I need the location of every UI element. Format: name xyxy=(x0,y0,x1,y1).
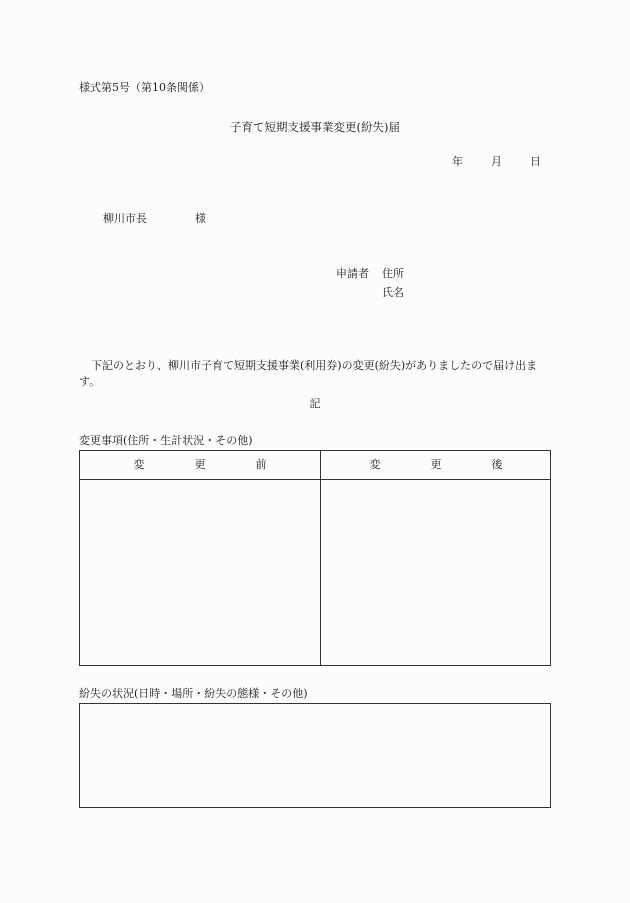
header-char: 変 xyxy=(133,458,145,471)
body-text: 下記のとおり、柳川市子育て短期支援事業(利用券)の変更(紛失)がありましたので届け出ます。 xyxy=(79,359,538,388)
after-cell[interactable] xyxy=(321,480,550,665)
addressee xyxy=(103,212,206,226)
before-cell[interactable] xyxy=(80,480,320,665)
date-line xyxy=(452,155,541,169)
header-char: 更 xyxy=(194,458,206,471)
header-char: 変 xyxy=(369,458,381,471)
date-month-label: 月 xyxy=(491,155,502,168)
form-number: 様式第5号（第10条関係） xyxy=(79,81,210,94)
changes-table xyxy=(79,450,551,666)
header-char: 後 xyxy=(491,458,503,471)
loss-details-box[interactable] xyxy=(79,703,551,808)
date-day-label: 日 xyxy=(530,155,541,168)
column-header-after xyxy=(321,451,551,479)
changes-heading: 変更事項(住所・生計状況・その他) xyxy=(79,434,253,447)
header-char: 更 xyxy=(430,458,442,471)
applicant-label: 申請者 xyxy=(336,267,369,280)
document-title: 子育て短期支援事業変更(紛失)届 xyxy=(230,120,400,134)
applicant-address-label: 住所 xyxy=(382,267,404,280)
header-char: 前 xyxy=(255,458,267,471)
addressee-honorific: 様 xyxy=(195,212,206,225)
loss-heading: 紛失の状況(日時・場所・紛失の態様・その他) xyxy=(79,687,308,700)
addressee-name: 柳川市長 xyxy=(103,212,147,225)
applicant-name-label: 氏名 xyxy=(382,286,404,299)
ki-label: 記 xyxy=(309,397,321,410)
column-header-before xyxy=(80,451,320,479)
date-year-label: 年 xyxy=(452,155,463,168)
